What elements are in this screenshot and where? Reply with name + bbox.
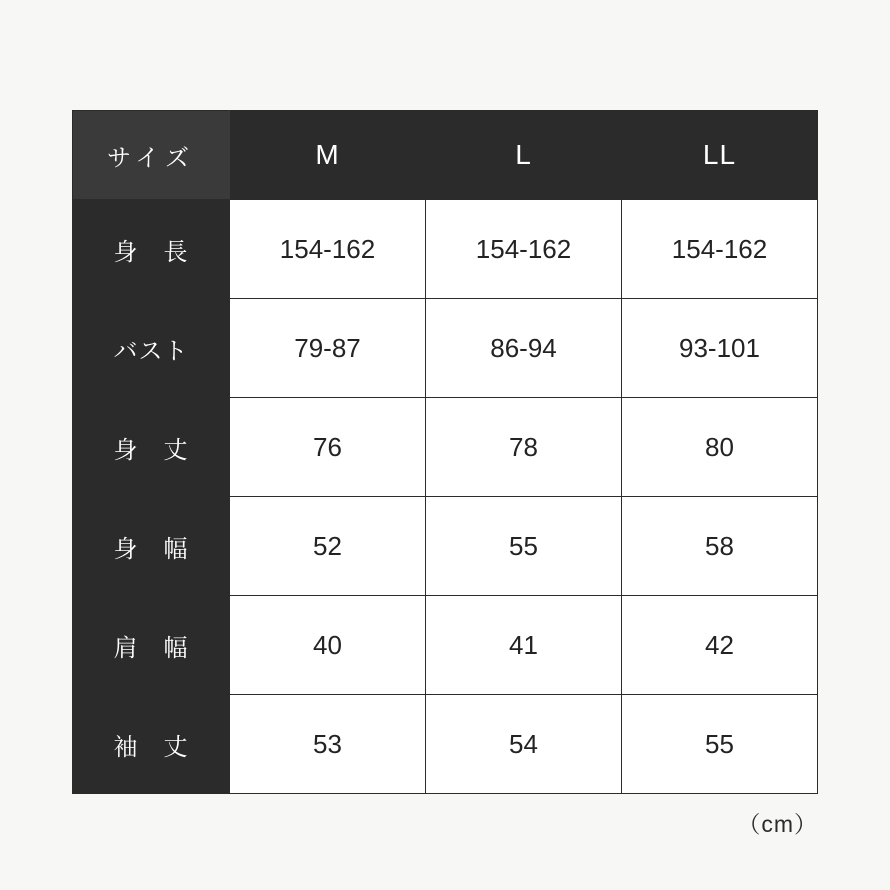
cell-bust-l: 86-94 — [426, 299, 622, 398]
cell-bust-m: 79-87 — [230, 299, 426, 398]
row-label-sleeve-length-text: 袖 丈 — [113, 733, 189, 761]
table-row — [73, 200, 818, 299]
cell-body-length-l: 78 — [426, 398, 622, 497]
row-label-shoulder-width-text: 肩 幅 — [113, 634, 189, 662]
cell-shoulder-width-ll: 42 — [622, 596, 818, 695]
cell-sleeve-length-ll: 55 — [622, 695, 818, 794]
cell-sleeve-length-m: 53 — [230, 695, 426, 794]
header-cell-size-l: L — [426, 111, 622, 200]
cell-body-length-ll: 80 — [622, 398, 818, 497]
cell-height-ll: 154-162 — [622, 200, 818, 299]
header-cell-size-m: M — [230, 111, 426, 200]
row-label-body-width — [73, 497, 230, 596]
table-row — [73, 299, 818, 398]
row-label-body-length-text: 身 丈 — [113, 436, 189, 464]
cell-body-length-m: 76 — [230, 398, 426, 497]
unit-note: （cm） — [737, 811, 818, 837]
cell-body-width-ll: 58 — [622, 497, 818, 596]
row-label-bust-text: バスト — [113, 337, 189, 365]
cell-sleeve-length-l: 54 — [426, 695, 622, 794]
size-table — [72, 110, 818, 794]
row-label-height — [73, 200, 230, 299]
cell-shoulder-width-l: 41 — [426, 596, 622, 695]
row-label-bust — [73, 299, 230, 398]
row-label-body-length — [73, 398, 230, 497]
cell-body-width-l: 55 — [426, 497, 622, 596]
row-label-body-width-text: 身 幅 — [113, 535, 189, 563]
cell-height-l: 154-162 — [426, 200, 622, 299]
header-cell-size-label: サイズ — [73, 111, 230, 200]
size-table-body — [73, 200, 818, 794]
cell-height-m: 154-162 — [230, 200, 426, 299]
cell-body-width-m: 52 — [230, 497, 426, 596]
row-label-shoulder-width — [73, 596, 230, 695]
size-table-container — [72, 110, 818, 794]
table-row — [73, 596, 818, 695]
table-row — [73, 497, 818, 596]
cell-bust-ll: 93-101 — [622, 299, 818, 398]
table-row — [73, 695, 818, 794]
header-cell-size-ll: LL — [622, 111, 818, 200]
row-label-sleeve-length — [73, 695, 230, 794]
table-header-row — [73, 111, 818, 200]
size-table-head — [73, 111, 818, 200]
table-row — [73, 398, 818, 497]
cell-shoulder-width-m: 40 — [230, 596, 426, 695]
row-label-height-text: 身 長 — [113, 238, 189, 266]
